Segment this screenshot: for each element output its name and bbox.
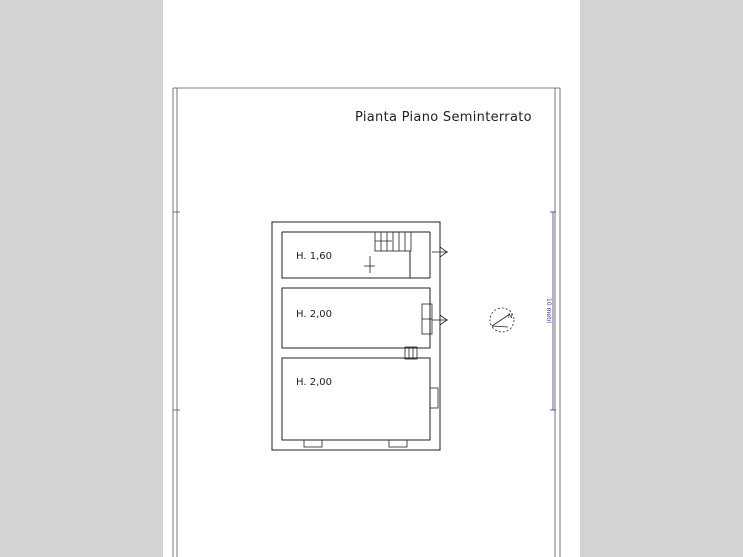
openings bbox=[304, 304, 438, 447]
north-label: N bbox=[508, 313, 513, 320]
room-1-height-label: H. 1,60 bbox=[296, 251, 332, 262]
scale-bar-label: 10 metri bbox=[545, 298, 552, 324]
staircase bbox=[364, 232, 411, 273]
room-3 bbox=[282, 358, 430, 440]
drawing-title: Pianta Piano Seminterrato bbox=[355, 110, 532, 125]
room-3-height-label: H. 2,00 bbox=[296, 377, 332, 388]
room-2-height-label: H. 2,00 bbox=[296, 309, 332, 320]
page-frame bbox=[173, 88, 560, 557]
north-arrow-icon bbox=[490, 308, 514, 332]
